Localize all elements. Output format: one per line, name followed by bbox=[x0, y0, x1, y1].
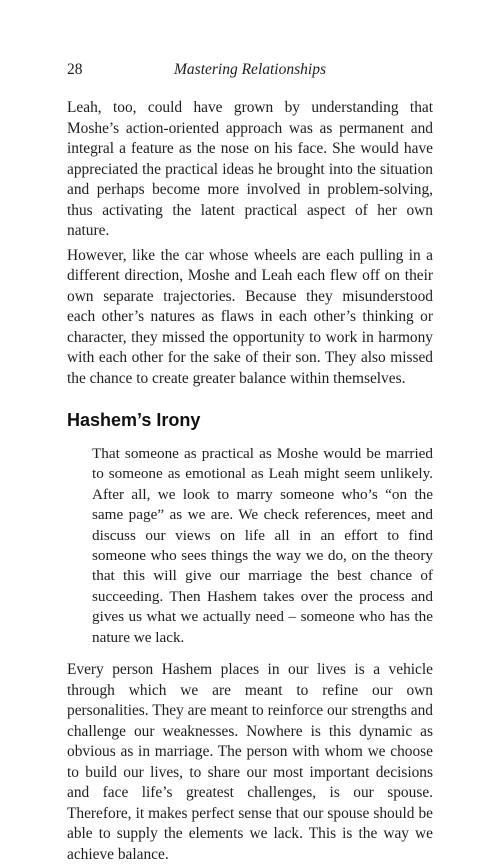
book-title: Mastering Relationships bbox=[174, 61, 326, 78]
page-number: 28 bbox=[67, 61, 83, 78]
body-paragraph: Leah, too, could have grown by understanding that Moshe’s action-oriented approach was as permanent and integral a feature as the nose on his face. She would have appreciated the practical ideas he brought into the situation and perhaps become more involved in problem-solving, thus activating the latent practical aspect of her own nature. bbox=[67, 99, 433, 239]
running-head bbox=[67, 60, 433, 84]
book-page bbox=[67, 60, 433, 865]
body-paragraph: Every person Hashem places in our lives is a vehicle through which we are meant to refine our own personalities. They are meant to reinforce our strengths and challenge our weaknesses. Nowhere is this dynamic as obvious as in marriage. The person with whom we choose to build our lives, to share our most important decisions and face life’s greatest challenges, is our spouse. Therefore, it makes perfect sense that our spouse should be able to supply the elements we lack. This is the way we achieve balance. bbox=[67, 661, 433, 863]
body-paragraph: However, like the car whose wheels are each pulling in a different direction, Moshe and Leah each flew off on their own separate trajectories. Because they misunderstood each other’s natures as flaws in each other’s thinking or character, they missed the opportunity to work in harmony with each other for the sake of their son. They also missed the chance to create greater balance within themselves. bbox=[67, 246, 433, 387]
section-heading: Hashem’s Irony bbox=[67, 410, 201, 430]
block-quote: That someone as practical as Moshe would be married to someone as emotional as Leah might seem unlikely. After all, we look to marry someone who’s “on the same page” as we are. We check references, meet and discuss our views on life all in an effort to find someone who sees things the way we do, on the theory that this will give our marriage the best chance of succeeding. Then Hashem takes over the process and gives us what we actually need – someone who has the nature we lack. bbox=[92, 445, 433, 646]
